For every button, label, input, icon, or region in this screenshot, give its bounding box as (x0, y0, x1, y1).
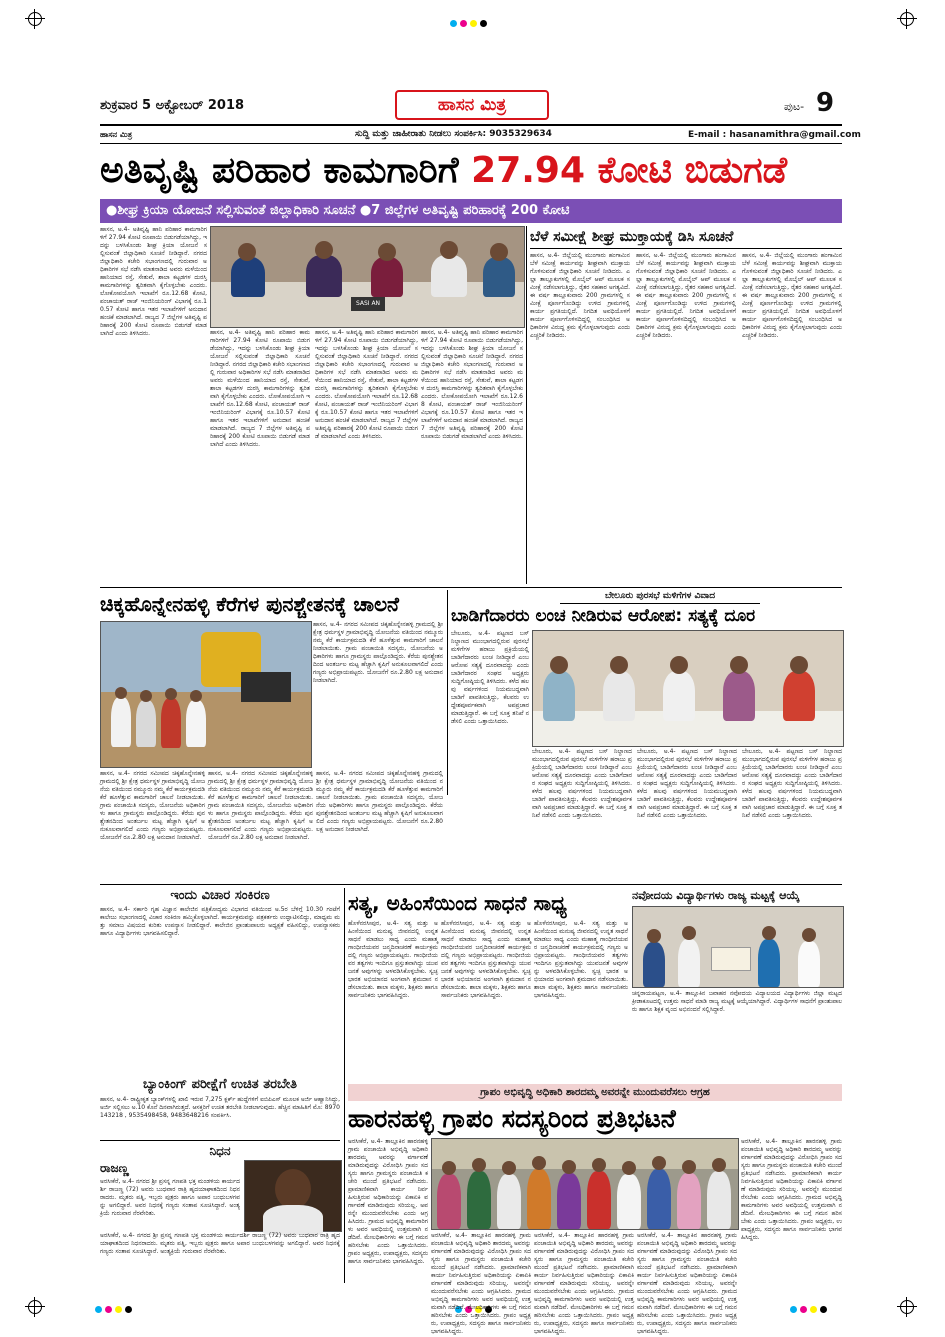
lead-body-col1: ಹಾಸನ, ಅ.4- ಅತಿವೃಷ್ಟಿ ಹಾನಿ ಪರಿಹಾರ ಕಾಮಗಾರಿಗಳಿಗೆ 27.94 ಕೋಟಿ ರೂಪಾಯಿ ಬಿಡುಗಡೆಯಾಗಿದ್ದು, ಇದನ್ನು ಬಳಸಿಕೊಂಡು ಶೀಘ್ರ ಕ್ರಿಯಾ ಯೋಜನೆ ಸಲ್ಲಿಸುವಂತೆ ಜಿಲ್ಲಾಧಿಕಾರಿ ಸೂಚನೆ ನೀಡಿದ್ದಾರೆ. ನಗರದ ಜಿಲ್ಲಾಧಿಕಾರಿ ಕಚೇರಿ ಸಭಾಂಗಣದಲ್ಲಿ ಗುರುವಾರ ಅಧಿಕಾರಿಗಳ ಸಭೆ ನಡೆಸಿ ಮಾತನಾಡಿದ ಅವರು ಮಳೆಯಿಂದ ಹಾನಿಯಾದ ರಸ್ತೆ, ಸೇತುವೆ, ಶಾಲಾ ಕಟ್ಟಡಗಳ ದುರಸ್ತಿ ಕಾಮಗಾರಿಗಳನ್ನು ತ್ವರಿತವಾಗಿ ಕೈಗೊಳ್ಳಬೇಕು ಎಂದರು. ಲೋಕೋಪಯೋಗಿ ಇಲಾಖೆಗೆ ರೂ.12.68 ಕೋಟಿ, ಪಂಚಾಯತ್ ರಾಜ್ ಇಂಜಿನಿಯರಿಂಗ್ ವಿಭಾಗಕ್ಕೆ ರೂ.10.57 ಕೋಟಿ ಹಾಗೂ ಇತರ ಇಲಾಖೆಗಳಿಗೆ ಅನುದಾನ ಹಂಚಿಕೆ ಮಾಡಲಾಗಿದೆ. ರಾಜ್ಯದ 7 ಜಿಲ್ಲೆಗಳ ಅತಿವೃಷ್ಟಿ ಪರಿಹಾರಕ್ಕೆ 200 ಕೋಟಿ ರೂಪಾಯಿ ಬಿಡುಗಡೆ ಮಾಡಲಾಗಿದೆ ಎಂದು ತಿಳಿಸಿದರು. (100, 226, 207, 337)
harana-protest-photo (431, 1138, 739, 1230)
crop-body-col1: ಹಾಸನ, ಅ.4- ಜಿಲ್ಲೆಯಲ್ಲಿ ಮುಂಗಾರು ಹಂಗಾಮಿನ ಬೆಳೆ ಸಮೀಕ್ಷೆ ಕಾರ್ಯವನ್ನು ಶೀಘ್ರವಾಗಿ ಮುಕ್ತಾಯಗೊಳಿಸುವಂತೆ ಜಿಲ್ಲಾಧಿಕಾರಿ ಸೂಚನೆ ನೀಡಿದರು. ಎಲ್ಲಾ ತಾಲ್ಲೂಕುಗಳಲ್ಲಿ ಮೊಬೈಲ್ ಆಪ್ ಮೂಲಕ ಸಮೀಕ್ಷೆ ನಡೆಸಲಾಗುತ್ತಿದ್ದು, ರೈತರ ಸಹಕಾರ ಅಗತ್ಯವಿದೆ. ಈ ವರ್ಷ ತಾಲ್ಲೂಕುವಾರು 200 ಗ್ರಾಮಗಳಲ್ಲಿ ಸಮೀಕ್ಷೆ ಪೂರ್ಣಗೊಂಡಿದ್ದು ಉಳಿದ ಗ್ರಾಮಗಳಲ್ಲಿ ಕಾರ್ಯ ಪ್ರಗತಿಯಲ್ಲಿದೆ. ನಿಗದಿತ ಅವಧಿಯೊಳಗೆ ಕಾರ್ಯ ಪೂರ್ಣಗೊಳಿಸದಿದ್ದಲ್ಲಿ ಸಂಬಂಧಿಸಿದ ಅಧಿಕಾರಿಗಳ ವಿರುದ್ಧ ಕ್ರಮ ಕೈಗೊಳ್ಳಲಾಗುವುದು ಎಂದು ಎಚ್ಚರಿಕೆ ನೀಡಿದರು. (530, 252, 630, 339)
belur-kicker: ಬೇಲೂರು ಪುರಸಭೆ ಮಳಿಗೆಗಳ ವಿವಾದ (560, 590, 760, 604)
lead-headline-amount: 27.94 (471, 150, 586, 191)
column-rule (344, 888, 345, 1283)
obituary-name: ರಾಜಣ್ಣ (100, 1161, 129, 1175)
registration-mark-icon (900, 12, 914, 26)
lead-body-col3: ಹಾಸನ, ಅ.4- ಅತಿವೃಷ್ಟಿ ಹಾನಿ ಪರಿಹಾರ ಕಾಮಗಾರಿಗಳಿಗೆ 27.94 ಕೋಟಿ ರೂಪಾಯಿ ಬಿಡುಗಡೆಯಾಗಿದ್ದು, ಇದನ್ನು ಬಳಸಿಕೊಂಡು ಶೀಘ್ರ ಕ್ರಿಯಾ ಯೋಜನೆ ಸಲ್ಲಿಸುವಂತೆ ಜಿಲ್ಲಾಧಿಕಾರಿ ಸೂಚನೆ ನೀಡಿದ್ದಾರೆ. ನಗರದ ಜಿಲ್ಲಾಧಿಕಾರಿ ಕಚೇರಿ ಸಭಾಂಗಣದಲ್ಲಿ ಗುರುವಾರ ಅಧಿಕಾರಿಗಳ ಸಭೆ ನಡೆಸಿ ಮಾತನಾಡಿದ ಅವರು ಮಳೆಯಿಂದ ಹಾನಿಯಾದ ರಸ್ತೆ, ಸೇತುವೆ, ಶಾಲಾ ಕಟ್ಟಡಗಳ ದುರಸ್ತಿ ಕಾಮಗಾರಿಗಳನ್ನು ತ್ವರಿತವಾಗಿ ಕೈಗೊಳ್ಳಬೇಕು ಎಂದರು. ಲೋಕೋಪಯೋಗಿ ಇಲಾಖೆಗೆ ರೂ.12.68 ಕೋಟಿ, ಪಂಚಾಯತ್ ರಾಜ್ ಇಂಜಿನಿಯರಿಂಗ್ ವಿಭಾಗಕ್ಕೆ ರೂ.10.57 ಕೋಟಿ ಹಾಗೂ ಇತರ ಇಲಾಖೆಗಳಿಗೆ ಅನುದಾನ ಹಂಚಿಕೆ ಮಾಡಲಾಗಿದೆ. ರಾಜ್ಯದ 7 ಜಿಲ್ಲೆಗಳ ಅತಿವೃಷ್ಟಿ ಪರಿಹಾರಕ್ಕೆ 200 ಕೋಟಿ ರೂಪಾಯಿ ಬಿಡುಗಡೆ ಮಾಡಲಾಗಿದೆ ಎಂದು ತಿಳಿಸಿದರು. (315, 329, 418, 440)
lead-headline (100, 146, 842, 196)
section-rule (100, 1140, 340, 1141)
email-address: E-mail : hasanamithra@gmail.com (688, 130, 861, 140)
name-plate: SASI AN (351, 297, 385, 311)
lead-meeting-photo (210, 226, 525, 328)
belur-body-col2: ಬೇಲೂರು, ಅ.4- ಪಟ್ಟಣದ ಬಸ್ ನಿಲ್ದಾಣದ ಮುಂಭಾಗದಲ್ಲಿರುವ ಪುರಸಭೆ ಮಳಿಗೆಗಳ ಹರಾಜು ಪ್ರಕ್ರಿಯೆಯಲ್ಲಿ ಬಾಡಿಗೆದಾರರು ಲಂಚ ನೀಡಿದ್ದಾರೆ ಎಂಬ ಆರೋಪ ಸತ್ಯಕ್ಕೆ ದೂರವಾದದ್ದು ಎಂದು ಬಾಡಿಗೆದಾರರ ಸಂಘದ ಅಧ್ಯಕ್ಷರು ಸುದ್ದಿಗೋಷ್ಠಿಯಲ್ಲಿ ತಿಳಿಸಿದರು. ಕಳೆದ ಹಲವು ವರ್ಷಗಳಿಂದ ನಿಯಮಬದ್ಧವಾಗಿ ಬಾಡಿಗೆ ಪಾವತಿಸುತ್ತಿದ್ದು, ಕೆಲವರು ಉದ್ದೇಶಪೂರ್ವಕವಾಗಿ ಅಪಪ್ರಚಾರ ಮಾಡುತ್ತಿದ್ದಾರೆ. ಈ ಬಗ್ಗೆ ಸೂಕ್ತ ತನಿಖೆ ನಡೆಸಲಿ ಎಂದು ಒತ್ತಾಯಿಸಿದರು. (532, 748, 632, 819)
banking-body: ಹಾಸನ, ಅ.4- ರಾಷ್ಟ್ರೀಕೃತ ಬ್ಯಾಂಕ್‌ಗಳಲ್ಲಿ ಖಾಲಿ ಇರುವ 7,275 ಕ್ಲರ್ಕ್ ಹುದ್ದೆಗಳಿಗೆ ಐಬಿಪಿಎಸ್ ಮೂಲಕ ಅರ್ಜಿ ಆಹ್ವಾನಿಸಿದ್ದು, ಅರ್ಜಿ ಸಲ್ಲಿಸಲು ಅ.10 ಕೊನೆ ದಿನವಾಗಿರುತ್ತದೆ. ಆಸಕ್ತರಿಗೆ ಉಚಿತ ತರಬೇತಿ ನೀಡಲಾಗುವುದು. ಹೆಚ್ಚಿನ ಮಾಹಿತಿಗೆ ಮೊ: 8970143218 , 9535498458, 9483648216 ಸಂಪರ್ಕಿಸಿ. (100, 1096, 340, 1119)
lake-body-col3: ಹಾಸನ, ಅ.4- ನಗರದ ಸಮೀಪದ ಚಿಕ್ಕಹೊನ್ನೇನಹಳ್ಳಿ ಗ್ರಾಮದಲ್ಲಿ ಶ್ರೀ ಕ್ಷೇತ್ರ ಧರ್ಮಸ್ಥಳ ಗ್ರಾಮಾಭಿವೃದ್ಧಿ ಯೋಜನೆಯ ವತಿಯಿಂದ ನಮ್ಮೂರು ನಮ್ಮ ಕೆರೆ ಕಾರ್ಯಕ್ರಮದಡಿ ಕೆರೆ ಹೂಳೆತ್ತುವ ಕಾಮಗಾರಿಗೆ ಚಾಲನೆ ನೀಡಲಾಯಿತು. ಗ್ರಾಮ ಪಂಚಾಯಿತಿ ಸದಸ್ಯರು, ಯೋಜನೆಯ ಅಧಿಕಾರಿಗಳು ಹಾಗೂ ಗ್ರಾಮಸ್ಥರು ಪಾಲ್ಗೊಂಡಿದ್ದರು. ಕೆರೆಯ ಪುನಶ್ಚೇತನದಿಂದ ಅಂತರ್ಜಲ ಮಟ್ಟ ಹೆಚ್ಚಾಗಿ ಕೃಷಿಗೆ ಅನುಕೂಲವಾಗಲಿದೆ ಎಂದು ಗಣ್ಯರು ಅಭಿಪ್ರಾಯಪಟ್ಟರು. ಯೋಜನೆಗೆ ರೂ.2.80 ಲಕ್ಷ ಅನುದಾನ ನೀಡಲಾಗಿದೆ. (208, 770, 314, 841)
harana-body-col2: ಅರಸೀಕೆರೆ, ಅ.4- ತಾಲ್ಲೂಕಿನ ಹಾರನಹಳ್ಳಿ ಗ್ರಾಮ ಪಂಚಾಯಿತಿ ಅಭಿವೃದ್ಧಿ ಅಧಿಕಾರಿ ಶಾರದಮ್ಮ ಅವರನ್ನು ವರ್ಗಾವಣೆ ಮಾಡಿರುವುದನ್ನು ವಿರೋಧಿಸಿ ಗ್ರಾಪಂ ಸದಸ್ಯರು ಹಾಗೂ ಗ್ರಾಮಸ್ಥರು ಪಂಚಾಯಿತಿ ಕಚೇರಿ ಮುಂದೆ ಪ್ರತಿಭಟನೆ ನಡೆಸಿದರು. ಪ್ರಾಮಾಣಿಕವಾಗಿ ಕಾರ್ಯ ನಿರ್ವಹಿಸುತ್ತಿರುವ ಅಧಿಕಾರಿಯನ್ನು ಏಕಾಏಕಿ ವರ್ಗಾವಣೆ ಮಾಡಿರುವುದು ಸರಿಯಲ್ಲ. ಅವರನ್ನೇ ಮುಂದುವರೆಸಬೇಕು ಎಂದು ಆಗ್ರಹಿಸಿದರು. ಗ್ರಾಮದ ಅಭಿವೃದ್ಧಿ ಕಾಮಗಾರಿಗಳು ಅವರ ಅವಧಿಯಲ್ಲಿ ಉತ್ತಮವಾಗಿ ನಡೆದಿವೆ. ಮೇಲಧಿಕಾರಿಗಳು ಈ ಬಗ್ಗೆ ಗಮನ ಹರಿಸಬೇಕು ಎಂದು ಒತ್ತಾಯಿಸಿದರು. ಗ್ರಾಪಂ ಅಧ್ಯಕ್ಷರು, ಉಪಾಧ್ಯಕ್ಷರು, ಸದಸ್ಯರು ಹಾಗೂ ಸಾರ್ವಜನಿಕರು ಭಾಗವಹಿಸಿದ್ದರು. (431, 1232, 531, 1335)
navodaya-headline: ನವೋದಯ ವಿದ್ಯಾರ್ಥಿಗಳು ರಾಜ್ಯ ಮಟ್ಟಕ್ಕೆ ಆಯ್ಕೆ (632, 889, 800, 902)
belur-body-col3: ಬೇಲೂರು, ಅ.4- ಪಟ್ಟಣದ ಬಸ್ ನಿಲ್ದಾಣದ ಮುಂಭಾಗದಲ್ಲಿರುವ ಪುರಸಭೆ ಮಳಿಗೆಗಳ ಹರಾಜು ಪ್ರಕ್ರಿಯೆಯಲ್ಲಿ ಬಾಡಿಗೆದಾರರು ಲಂಚ ನೀಡಿದ್ದಾರೆ ಎಂಬ ಆರೋಪ ಸತ್ಯಕ್ಕೆ ದೂರವಾದದ್ದು ಎಂದು ಬಾಡಿಗೆದಾರರ ಸಂಘದ ಅಧ್ಯಕ್ಷರು ಸುದ್ದಿಗೋಷ್ಠಿಯಲ್ಲಿ ತಿಳಿಸಿದರು. ಕಳೆದ ಹಲವು ವರ್ಷಗಳಿಂದ ನಿಯಮಬದ್ಧವಾಗಿ ಬಾಡಿಗೆ ಪಾವತಿಸುತ್ತಿದ್ದು, ಕೆಲವರು ಉದ್ದೇಶಪೂರ್ವಕವಾಗಿ ಅಪಪ್ರಚಾರ ಮಾಡುತ್ತಿದ್ದಾರೆ. ಈ ಬಗ್ಗೆ ಸೂಕ್ತ ತನಿಖೆ ನಡೆಸಲಿ ಎಂದು ಒತ್ತಾಯಿಸಿದರು. (637, 748, 737, 819)
masthead-rule (100, 143, 842, 144)
lead-headline-red: ಕೋಟಿ ಬಿಡುಗಡೆ (597, 150, 788, 191)
belur-headline: ಬಾಡಿಗೆದಾರರು ಲಂಚ ನೀಡಿರುವ ಆರೋಪ: ಸತ್ಯಕ್ಕೆ ದೂರ (451, 606, 756, 626)
belur-press-photo (532, 630, 844, 747)
harana-body-col1: ಅರಸೀಕೆರೆ, ಅ.4- ತಾಲ್ಲೂಕಿನ ಹಾರನಹಳ್ಳಿ ಗ್ರಾಮ ಪಂಚಾಯಿತಿ ಅಭಿವೃದ್ಧಿ ಅಧಿಕಾರಿ ಶಾರದಮ್ಮ ಅವರನ್ನು ವರ್ಗಾವಣೆ ಮಾಡಿರುವುದನ್ನು ವಿರೋಧಿಸಿ ಗ್ರಾಪಂ ಸದಸ್ಯರು ಹಾಗೂ ಗ್ರಾಮಸ್ಥರು ಪಂಚಾಯಿತಿ ಕಚೇರಿ ಮುಂದೆ ಪ್ರತಿಭಟನೆ ನಡೆಸಿದರು. ಪ್ರಾಮಾಣಿಕವಾಗಿ ಕಾರ್ಯ ನಿರ್ವಹಿಸುತ್ತಿರುವ ಅಧಿಕಾರಿಯನ್ನು ಏಕಾಏಕಿ ವರ್ಗಾವಣೆ ಮಾಡಿರುವುದು ಸರಿಯಲ್ಲ. ಅವರನ್ನೇ ಮುಂದುವರೆಸಬೇಕು ಎಂದು ಆಗ್ರಹಿಸಿದರು. ಗ್ರಾಮದ ಅಭಿವೃದ್ಧಿ ಕಾಮಗಾರಿಗಳು ಅವರ ಅವಧಿಯಲ್ಲಿ ಉತ್ತಮವಾಗಿ ನಡೆದಿವೆ. ಮೇಲಧಿಕಾರಿಗಳು ಈ ಬಗ್ಗೆ ಗಮನ ಹರಿಸಬೇಕು ಎಂದು ಒತ್ತಾಯಿಸಿದರು. ಗ್ರಾಪಂ ಅಧ್ಯಕ್ಷರು, ಉಪಾಧ್ಯಕ್ಷರು, ಸದಸ್ಯರು ಹಾಗೂ ಸಾರ್ವಜನಿಕರು ಭಾಗವಹಿಸಿದ್ದರು. (348, 1138, 428, 1265)
crop-headline: ಬೆಳೆ ಸಮೀಕ್ಷೆ ಶೀಘ್ರ ಮುಕ್ತಾಯಕ್ಕೆ ಡಿಸಿ ಸೂಚನೆ (530, 226, 842, 249)
obituary-section: ನಿಧನ (209, 1144, 231, 1158)
color-bar-icon (450, 12, 490, 31)
truth-headline: ಸತ್ಯ, ಅಹಿಂಸೆಯಿಂದ ಸಾಧನೆ ಸಾಧ್ಯ (348, 891, 567, 915)
section-rule (100, 587, 842, 588)
belur-body-col4: ಬೇಲೂರು, ಅ.4- ಪಟ್ಟಣದ ಬಸ್ ನಿಲ್ದಾಣದ ಮುಂಭಾಗದಲ್ಲಿರುವ ಪುರಸಭೆ ಮಳಿಗೆಗಳ ಹರಾಜು ಪ್ರಕ್ರಿಯೆಯಲ್ಲಿ ಬಾಡಿಗೆದಾರರು ಲಂಚ ನೀಡಿದ್ದಾರೆ ಎಂಬ ಆರೋಪ ಸತ್ಯಕ್ಕೆ ದೂರವಾದದ್ದು ಎಂದು ಬಾಡಿಗೆದಾರರ ಸಂಘದ ಅಧ್ಯಕ್ಷರು ಸುದ್ದಿಗೋಷ್ಠಿಯಲ್ಲಿ ತಿಳಿಸಿದರು. ಕಳೆದ ಹಲವು ವರ್ಷಗಳಿಂದ ನಿಯಮಬದ್ಧವಾಗಿ ಬಾಡಿಗೆ ಪಾವತಿಸುತ್ತಿದ್ದು, ಕೆಲವರು ಉದ್ದೇಶಪೂರ್ವಕವಾಗಿ ಅಪಪ್ರಚಾರ ಮಾಡುತ್ತಿದ್ದಾರೆ. ಈ ಬಗ್ಗೆ ಸೂಕ್ತ ತನಿಖೆ ನಡೆಸಲಿ ಎಂದು ಒತ್ತಾಯಿಸಿದರು. (742, 748, 842, 819)
page-label: ಪುಟ- (784, 100, 805, 113)
seminar-body: ಹಾಸನ, ಅ.4- ಸರ್ಕಾರಿ ಗೃಹ ವಿಜ್ಞಾನ ಕಾಲೇಜಿನ ಪತ್ರಿಕೋದ್ಯಮ ವಿಭಾಗದ ವತಿಯಿಂದ ಅ.5ರ ಬೆಳಿಗ್ಗೆ 10.30 ಗಂಟೆಗೆ ಕಾಲೇಜು ಸಭಾಂಗಣದಲ್ಲಿ ವಿಚಾರ ಸಂಕಿರಣ ಹಮ್ಮಿಕೊಳ್ಳಲಾಗಿದೆ. ಕಾರ್ಯಕ್ರಮವನ್ನು ಪತ್ರಕರ್ತರು ಉದ್ಘಾಟಿಸಲಿದ್ದು, ಮಾಧ್ಯಮ ಮತ್ತು ಸಮಾಜ ವಿಷಯದ ಕುರಿತು ಉಪನ್ಯಾಸ ನೀಡಲಿದ್ದಾರೆ. ಕಾಲೇಜಿನ ಪ್ರಾಂಶುಪಾಲರು ಅಧ್ಯಕ್ಷತೆ ವಹಿಸಲಿದ್ದು, ಉಪನ್ಯಾಸಕರು ಹಾಗೂ ವಿದ್ಯಾರ್ಥಿಗಳು ಭಾಗವಹಿಸಲಿದ್ದಾರೆ. (100, 906, 340, 937)
harana-kicker: ಗ್ರಾಪಂ ಅಭಿವೃದ್ಧಿ ಅಧಿಕಾರಿ ಶಾರದಮ್ಮ ಅವರನ್ನೇ ಮುಂದುವರೆಸಲು ಆಗ್ರಹ (348, 1084, 842, 1101)
registration-mark-icon (28, 1300, 42, 1314)
belur-body-col1: ಬೇಲೂರು, ಅ.4- ಪಟ್ಟಣದ ಬಸ್ ನಿಲ್ದಾಣದ ಮುಂಭಾಗದಲ್ಲಿರುವ ಪುರಸಭೆ ಮಳಿಗೆಗಳ ಹರಾಜು ಪ್ರಕ್ರಿಯೆಯಲ್ಲಿ ಬಾಡಿಗೆದಾರರು ಲಂಚ ನೀಡಿದ್ದಾರೆ ಎಂಬ ಆರೋಪ ಸತ್ಯಕ್ಕೆ ದೂರವಾದದ್ದು ಎಂದು ಬಾಡಿಗೆದಾರರ ಸಂಘದ ಅಧ್ಯಕ್ಷರು ಸುದ್ದಿಗೋಷ್ಠಿಯಲ್ಲಿ ತಿಳಿಸಿದರು. ಕಳೆದ ಹಲವು ವರ್ಷಗಳಿಂದ ನಿಯಮಬದ್ಧವಾಗಿ ಬಾಡಿಗೆ ಪಾವತಿಸುತ್ತಿದ್ದು, ಕೆಲವರು ಉದ್ದೇಶಪೂರ್ವಕವಾಗಿ ಅಪಪ್ರಚಾರ ಮಾಡುತ್ತಿದ್ದಾರೆ. ಈ ಬಗ್ಗೆ ಸೂಕ್ತ ತನಿಖೆ ನಡೆಸಲಿ ಎಂದು ಒತ್ತಾಯಿಸಿದರು. (451, 630, 529, 725)
column-rule (526, 226, 527, 584)
lead-headline-text: ಅತಿವೃಷ್ಟಿ ಪರಿಹಾರ ಕಾಮಗಾರಿಗೆ (100, 150, 459, 191)
crop-body-col2: ಹಾಸನ, ಅ.4- ಜಿಲ್ಲೆಯಲ್ಲಿ ಮುಂಗಾರು ಹಂಗಾಮಿನ ಬೆಳೆ ಸಮೀಕ್ಷೆ ಕಾರ್ಯವನ್ನು ಶೀಘ್ರವಾಗಿ ಮುಕ್ತಾಯಗೊಳಿಸುವಂತೆ ಜಿಲ್ಲಾಧಿಕಾರಿ ಸೂಚನೆ ನೀಡಿದರು. ಎಲ್ಲಾ ತಾಲ್ಲೂಕುಗಳಲ್ಲಿ ಮೊಬೈಲ್ ಆಪ್ ಮೂಲಕ ಸಮೀಕ್ಷೆ ನಡೆಸಲಾಗುತ್ತಿದ್ದು, ರೈತರ ಸಹಕಾರ ಅಗತ್ಯವಿದೆ. ಈ ವರ್ಷ ತಾಲ್ಲೂಕುವಾರು 200 ಗ್ರಾಮಗಳಲ್ಲಿ ಸಮೀಕ್ಷೆ ಪೂರ್ಣಗೊಂಡಿದ್ದು ಉಳಿದ ಗ್ರಾಮಗಳಲ್ಲಿ ಕಾರ್ಯ ಪ್ರಗತಿಯಲ್ಲಿದೆ. ನಿಗದಿತ ಅವಧಿಯೊಳಗೆ ಕಾರ್ಯ ಪೂರ್ಣಗೊಳಿಸದಿದ್ದಲ್ಲಿ ಸಂಬಂಧಿಸಿದ ಅಧಿಕಾರಿಗಳ ವಿರುದ್ಧ ಕ್ರಮ ಕೈಗೊಳ್ಳಲಾಗುವುದು ಎಂದು ಎಚ್ಚರಿಕೆ ನೀಡಿದರು. (636, 252, 736, 339)
column-rule (447, 590, 448, 795)
registration-mark-icon (28, 12, 42, 26)
color-bar-icon (790, 1298, 830, 1317)
lead-body-col2: ಹಾಸನ, ಅ.4- ಅತಿವೃಷ್ಟಿ ಹಾನಿ ಪರಿಹಾರ ಕಾಮಗಾರಿಗಳಿಗೆ 27.94 ಕೋಟಿ ರೂಪಾಯಿ ಬಿಡುಗಡೆಯಾಗಿದ್ದು, ಇದನ್ನು ಬಳಸಿಕೊಂಡು ಶೀಘ್ರ ಕ್ರಿಯಾ ಯೋಜನೆ ಸಲ್ಲಿಸುವಂತೆ ಜಿಲ್ಲಾಧಿಕಾರಿ ಸೂಚನೆ ನೀಡಿದ್ದಾರೆ. ನಗರದ ಜಿಲ್ಲಾಧಿಕಾರಿ ಕಚೇರಿ ಸಭಾಂಗಣದಲ್ಲಿ ಗುರುವಾರ ಅಧಿಕಾರಿಗಳ ಸಭೆ ನಡೆಸಿ ಮಾತನಾಡಿದ ಅವರು ಮಳೆಯಿಂದ ಹಾನಿಯಾದ ರಸ್ತೆ, ಸೇತುವೆ, ಶಾಲಾ ಕಟ್ಟಡಗಳ ದುರಸ್ತಿ ಕಾಮಗಾರಿಗಳನ್ನು ತ್ವರಿತವಾಗಿ ಕೈಗೊಳ್ಳಬೇಕು ಎಂದರು. ಲೋಕೋಪಯೋಗಿ ಇಲಾಖೆಗೆ ರೂ.12.68 ಕೋಟಿ, ಪಂಚಾಯತ್ ರಾಜ್ ಇಂಜಿನಿಯರಿಂಗ್ ವಿಭಾಗಕ್ಕೆ ರೂ.10.57 ಕೋಟಿ ಹಾಗೂ ಇತರ ಇಲಾಖೆಗಳಿಗೆ ಅನುದಾನ ಹಂಚಿಕೆ ಮಾಡಲಾಗಿದೆ. ರಾಜ್ಯದ 7 ಜಿಲ್ಲೆಗಳ ಅತಿವೃಷ್ಟಿ ಪರಿಹಾರಕ್ಕೆ 200 ಕೋಟಿ ರೂಪಾಯಿ ಬಿಡುಗಡೆ ಮಾಡಲಾಗಿದೆ ಎಂದು ತಿಳಿಸಿದರು. (210, 329, 310, 448)
seminar-headline: ಇಂದು ವಿಚಾರ ಸಂಕಿರಣ (170, 888, 270, 903)
harana-body-col4: ಅರಸೀಕೆರೆ, ಅ.4- ತಾಲ್ಲೂಕಿನ ಹಾರನಹಳ್ಳಿ ಗ್ರಾಮ ಪಂಚಾಯಿತಿ ಅಭಿವೃದ್ಧಿ ಅಧಿಕಾರಿ ಶಾರದಮ್ಮ ಅವರನ್ನು ವರ್ಗಾವಣೆ ಮಾಡಿರುವುದನ್ನು ವಿರೋಧಿಸಿ ಗ್ರಾಪಂ ಸದಸ್ಯರು ಹಾಗೂ ಗ್ರಾಮಸ್ಥರು ಪಂಚಾಯಿತಿ ಕಚೇರಿ ಮುಂದೆ ಪ್ರತಿಭಟನೆ ನಡೆಸಿದರು. ಪ್ರಾಮಾಣಿಕವಾಗಿ ಕಾರ್ಯ ನಿರ್ವಹಿಸುತ್ತಿರುವ ಅಧಿಕಾರಿಯನ್ನು ಏಕಾಏಕಿ ವರ್ಗಾವಣೆ ಮಾಡಿರುವುದು ಸರಿಯಲ್ಲ. ಅವರನ್ನೇ ಮುಂದುವರೆಸಬೇಕು ಎಂದು ಆಗ್ರಹಿಸಿದರು. ಗ್ರಾಮದ ಅಭಿವೃದ್ಧಿ ಕಾಮಗಾರಿಗಳು ಅವರ ಅವಧಿಯಲ್ಲಿ ಉತ್ತಮವಾಗಿ ನಡೆದಿವೆ. ಮೇಲಧಿಕಾರಿಗಳು ಈ ಬಗ್ಗೆ ಗಮನ ಹರಿಸಬೇಕು ಎಂದು ಒತ್ತಾಯಿಸಿದರು. ಗ್ರಾಪಂ ಅಧ್ಯಕ್ಷರು, ಉಪಾಧ್ಯಕ್ಷರು, ಸದಸ್ಯರು ಹಾಗೂ ಸಾರ್ವಜನಿಕರು ಭಾಗವಹಿಸಿದ್ದರು. (637, 1232, 737, 1335)
page-number: 9 (816, 88, 835, 118)
lead-body-col4: ಹಾಸನ, ಅ.4- ಅತಿವೃಷ್ಟಿ ಹಾನಿ ಪರಿಹಾರ ಕಾಮಗಾರಿಗಳಿಗೆ 27.94 ಕೋಟಿ ರೂಪಾಯಿ ಬಿಡುಗಡೆಯಾಗಿದ್ದು, ಇದನ್ನು ಬಳಸಿಕೊಂಡು ಶೀಘ್ರ ಕ್ರಿಯಾ ಯೋಜನೆ ಸಲ್ಲಿಸುವಂತೆ ಜಿಲ್ಲಾಧಿಕಾರಿ ಸೂಚನೆ ನೀಡಿದ್ದಾರೆ. ನಗರದ ಜಿಲ್ಲಾಧಿಕಾರಿ ಕಚೇರಿ ಸಭಾಂಗಣದಲ್ಲಿ ಗುರುವಾರ ಅಧಿಕಾರಿಗಳ ಸಭೆ ನಡೆಸಿ ಮಾತನಾಡಿದ ಅವರು ಮಳೆಯಿಂದ ಹಾನಿಯಾದ ರಸ್ತೆ, ಸೇತುವೆ, ಶಾಲಾ ಕಟ್ಟಡಗಳ ದುರಸ್ತಿ ಕಾಮಗಾರಿಗಳನ್ನು ತ್ವರಿತವಾಗಿ ಕೈಗೊಳ್ಳಬೇಕು ಎಂದರು. ಲೋಕೋಪಯೋಗಿ ಇಲಾಖೆಗೆ ರೂ.12.68 ಕೋಟಿ, ಪಂಚಾಯತ್ ರಾಜ್ ಇಂಜಿನಿಯರಿಂಗ್ ವಿಭಾಗಕ್ಕೆ ರೂ.10.57 ಕೋಟಿ ಹಾಗೂ ಇತರ ಇಲಾಖೆಗಳಿಗೆ ಅನುದಾನ ಹಂಚಿಕೆ ಮಾಡಲಾಗಿದೆ. ರಾಜ್ಯದ 7 ಜಿಲ್ಲೆಗಳ ಅತಿವೃಷ್ಟಿ ಪರಿಹಾರಕ್ಕೆ 200 ಕೋಟಿ ರೂಪಾಯಿ ಬಿಡುಗಡೆ ಮಾಡಲಾಗಿದೆ ಎಂದು ತಿಳಿಸಿದರು. (421, 329, 523, 440)
brand-small: ಹಾಸನ ಮಿತ್ರ (100, 130, 133, 139)
lake-body-col2: ಹಾಸನ, ಅ.4- ನಗರದ ಸಮೀಪದ ಚಿಕ್ಕಹೊನ್ನೇನಹಳ್ಳಿ ಗ್ರಾಮದಲ್ಲಿ ಶ್ರೀ ಕ್ಷೇತ್ರ ಧರ್ಮಸ್ಥಳ ಗ್ರಾಮಾಭಿವೃದ್ಧಿ ಯೋಜನೆಯ ವತಿಯಿಂದ ನಮ್ಮೂರು ನಮ್ಮ ಕೆರೆ ಕಾರ್ಯಕ್ರಮದಡಿ ಕೆರೆ ಹೂಳೆತ್ತುವ ಕಾಮಗಾರಿಗೆ ಚಾಲನೆ ನೀಡಲಾಯಿತು. ಗ್ರಾಮ ಪಂಚಾಯಿತಿ ಸದಸ್ಯರು, ಯೋಜನೆಯ ಅಧಿಕಾರಿಗಳು ಹಾಗೂ ಗ್ರಾಮಸ್ಥರು ಪಾಲ್ಗೊಂಡಿದ್ದರು. ಕೆರೆಯ ಪುನಶ್ಚೇತನದಿಂದ ಅಂತರ್ಜಲ ಮಟ್ಟ ಹೆಚ್ಚಾಗಿ ಕೃಷಿಗೆ ಅನುಕೂಲವಾಗಲಿದೆ ಎಂದು ಗಣ್ಯರು ಅಭಿಪ್ರಾಯಪಟ್ಟರು. ಯೋಜನೆಗೆ ರೂ.2.80 ಲಕ್ಷ ಅನುದಾನ ನೀಡಲಾಗಿದೆ. (100, 770, 206, 841)
harana-body-col5: ಅರಸೀಕೆರೆ, ಅ.4- ತಾಲ್ಲೂಕಿನ ಹಾರನಹಳ್ಳಿ ಗ್ರಾಮ ಪಂಚಾಯಿತಿ ಅಭಿವೃದ್ಧಿ ಅಧಿಕಾರಿ ಶಾರದಮ್ಮ ಅವರನ್ನು ವರ್ಗಾವಣೆ ಮಾಡಿರುವುದನ್ನು ವಿರೋಧಿಸಿ ಗ್ರಾಪಂ ಸದಸ್ಯರು ಹಾಗೂ ಗ್ರಾಮಸ್ಥರು ಪಂಚಾಯಿತಿ ಕಚೇರಿ ಮುಂದೆ ಪ್ರತಿಭಟನೆ ನಡೆಸಿದರು. ಪ್ರಾಮಾಣಿಕವಾಗಿ ಕಾರ್ಯ ನಿರ್ವಹಿಸುತ್ತಿರುವ ಅಧಿಕಾರಿಯನ್ನು ಏಕಾಏಕಿ ವರ್ಗಾವಣೆ ಮಾಡಿರುವುದು ಸರಿಯಲ್ಲ. ಅವರನ್ನೇ ಮುಂದುವರೆಸಬೇಕು ಎಂದು ಆಗ್ರಹಿಸಿದರು. ಗ್ರಾಮದ ಅಭಿವೃದ್ಧಿ ಕಾಮಗಾರಿಗಳು ಅವರ ಅವಧಿಯಲ್ಲಿ ಉತ್ತಮವಾಗಿ ನಡೆದಿವೆ. ಮೇಲಧಿಕಾರಿಗಳು ಈ ಬಗ್ಗೆ ಗಮನ ಹರಿಸಬೇಕು ಎಂದು ಒತ್ತಾಯಿಸಿದರು. ಗ್ರಾಪಂ ಅಧ್ಯಕ್ಷರು, ಉಪಾಧ್ಯಕ್ಷರು, ಸದಸ್ಯರು ಹಾಗೂ ಸಾರ್ವಜನಿಕರು ಭಾಗವಹಿಸಿದ್ದರು. (741, 1138, 842, 1241)
color-bar-icon (95, 1298, 135, 1317)
lake-headline: ಚಿಕ್ಕಹೊನ್ನೇನಹಳ್ಳಿ ಕೆರೆಗಳ ಪುನಶ್ಚೇತನಕ್ಕೆ ಚಾಲನೆ (100, 592, 399, 616)
truth-body-col2: ಹೊಳೆನರಸೀಪುರ, ಅ.4- ಸತ್ಯ ಮತ್ತು ಅಹಿಂಸೆಯಿಂದ ಮನುಷ್ಯ ಜೀವನದಲ್ಲಿ ಉನ್ನತ ಸಾಧನೆ ಮಾಡಲು ಸಾಧ್ಯ ಎಂದು ಮಹಾತ್ಮ ಗಾಂಧೀಜಿಯವರ ಜನ್ಮದಿನಾಚರಣೆ ಕಾರ್ಯಕ್ರಮದಲ್ಲಿ ಗಣ್ಯರು ಅಭಿಪ್ರಾಯಪಟ್ಟರು. ಗಾಂಧೀಜಿಯವರ ತತ್ವಗಳು ಇಂದಿಗೂ ಪ್ರಸ್ತುತವಾಗಿದ್ದು ಯುವಜನತೆ ಅವುಗಳನ್ನು ಅಳವಡಿಸಿಕೊಳ್ಳಬೇಕು. ಸ್ವಚ್ಛ ಭಾರತ ಅಭಿಯಾನದ ಅಂಗವಾಗಿ ಶ್ರಮದಾನ ನಡೆಸಲಾಯಿತು. ಶಾಲಾ ಮಕ್ಕಳು, ಶಿಕ್ಷಕರು ಹಾಗೂ ಸಾರ್ವಜನಿಕರು ಭಾಗವಹಿಸಿದ್ದರು. (441, 920, 531, 999)
harana-headline: ಹಾರನಹಳ್ಳಿ ಗ್ರಾಪಂ ಸದಸ್ಯರಿಂದ ಪ್ರತಿಭಟನೆ (348, 1104, 676, 1133)
section-rule (100, 884, 842, 885)
contact-line: ಸುದ್ದಿ ಮತ್ತು ಜಾಹೀರಾತು ನೀಡಲು ಸಂಪರ್ಕಿಸಿ: 9035329634 (355, 129, 552, 139)
truth-body-col3: ಹೊಳೆನರಸೀಪುರ, ಅ.4- ಸತ್ಯ ಮತ್ತು ಅಹಿಂಸೆಯಿಂದ ಮನುಷ್ಯ ಜೀವನದಲ್ಲಿ ಉನ್ನತ ಸಾಧನೆ ಮಾಡಲು ಸಾಧ್ಯ ಎಂದು ಮಹಾತ್ಮ ಗಾಂಧೀಜಿಯವರ ಜನ್ಮದಿನಾಚರಣೆ ಕಾರ್ಯಕ್ರಮದಲ್ಲಿ ಗಣ್ಯರು ಅಭಿಪ್ರಾಯಪಟ್ಟರು. ಗಾಂಧೀಜಿಯವರ ತತ್ವಗಳು ಇಂದಿಗೂ ಪ್ರಸ್ತುತವಾಗಿದ್ದು ಯುವಜನತೆ ಅವುಗಳನ್ನು ಅಳವಡಿಸಿಕೊಳ್ಳಬೇಕು. ಸ್ವಚ್ಛ ಭಾರತ ಅಭಿಯಾನದ ಅಂಗವಾಗಿ ಶ್ರಮದಾನ ನಡೆಸಲಾಯಿತು. ಶಾಲಾ ಮಕ್ಕಳು, ಶಿಕ್ಷಕರು ಹಾಗೂ ಸಾರ್ವಜನಿಕರು ಭಾಗವಹಿಸಿದ್ದರು. (534, 920, 628, 999)
obituary-portrait (244, 1160, 342, 1232)
lake-body-col1: ಹಾಸನ, ಅ.4- ನಗರದ ಸಮೀಪದ ಚಿಕ್ಕಹೊನ್ನೇನಹಳ್ಳಿ ಗ್ರಾಮದಲ್ಲಿ ಶ್ರೀ ಕ್ಷೇತ್ರ ಧರ್ಮಸ್ಥಳ ಗ್ರಾಮಾಭಿವೃದ್ಧಿ ಯೋಜನೆಯ ವತಿಯಿಂದ ನಮ್ಮೂರು ನಮ್ಮ ಕೆರೆ ಕಾರ್ಯಕ್ರಮದಡಿ ಕೆರೆ ಹೂಳೆತ್ತುವ ಕಾಮಗಾರಿಗೆ ಚಾಲನೆ ನೀಡಲಾಯಿತು. ಗ್ರಾಮ ಪಂಚಾಯಿತಿ ಸದಸ್ಯರು, ಯೋಜನೆಯ ಅಧಿಕಾರಿಗಳು ಹಾಗೂ ಗ್ರಾಮಸ್ಥರು ಪಾಲ್ಗೊಂಡಿದ್ದರು. ಕೆರೆಯ ಪುನಶ್ಚೇತನದಿಂದ ಅಂತರ್ಜಲ ಮಟ್ಟ ಹೆಚ್ಚಾಗಿ ಕೃಷಿಗೆ ಅನುಕೂಲವಾಗಲಿದೆ ಎಂದು ಗಣ್ಯರು ಅಭಿಪ್ರಾಯಪಟ್ಟರು. ಯೋಜನೆಗೆ ರೂ.2.80 ಲಕ್ಷ ಅನುದಾನ ನೀಡಲಾಗಿದೆ. (313, 621, 443, 684)
lake-event-photo (100, 621, 312, 768)
obituary-body: ಅರಸೀಕೆರೆ, ಅ.4- ನಗರದ ಶ್ರೀ ಪ್ರಸನ್ನ ಗಣಪತಿ ಭಕ್ತ ಮಂಡಳಿಯ ಕಾರ್ಯದರ್ಶಿ ರಾಜಣ್ಣ (72) ಅವರು ಬುಧವಾರ ರಾತ್ರಿ ಹೃದಯಾಘಾತದಿಂದ ನಿಧನರಾದರು. ಮೃತರು ಪತ್ನಿ, ಇಬ್ಬರು ಪುತ್ರರು ಹಾಗೂ ಅಪಾರ ಬಂಧುಬಳಗವನ್ನು ಅಗಲಿದ್ದಾರೆ. ಅವರ ನಿಧನಕ್ಕೆ ಗಣ್ಯರು ಸಂತಾಪ ಸೂಚಿಸಿದ್ದಾರೆ. ಅಂತ್ಯಕ್ರಿಯೆ ಗುರುವಾರ ನೆರವೇರಿತು. (100, 1232, 340, 1255)
issue-date: ಶುಕ್ರವಾರ 5 ಅಕ್ಟೋಬರ್ 2018 (100, 98, 245, 113)
banking-headline: ಬ್ಯಾಂಕಿಂಗ್ ಪರೀಕ್ಷೆಗೆ ಉಚಿತ ತರಬೇತಿ (142, 1077, 298, 1092)
harana-body-col3: ಅರಸೀಕೆರೆ, ಅ.4- ತಾಲ್ಲೂಕಿನ ಹಾರನಹಳ್ಳಿ ಗ್ರಾಮ ಪಂಚಾಯಿತಿ ಅಭಿವೃದ್ಧಿ ಅಧಿಕಾರಿ ಶಾರದಮ್ಮ ಅವರನ್ನು ವರ್ಗಾವಣೆ ಮಾಡಿರುವುದನ್ನು ವಿರೋಧಿಸಿ ಗ್ರಾಪಂ ಸದಸ್ಯರು ಹಾಗೂ ಗ್ರಾಮಸ್ಥರು ಪಂಚಾಯಿತಿ ಕಚೇರಿ ಮುಂದೆ ಪ್ರತಿಭಟನೆ ನಡೆಸಿದರು. ಪ್ರಾಮಾಣಿಕವಾಗಿ ಕಾರ್ಯ ನಿರ್ವಹಿಸುತ್ತಿರುವ ಅಧಿಕಾರಿಯನ್ನು ಏಕಾಏಕಿ ವರ್ಗಾವಣೆ ಮಾಡಿರುವುದು ಸರಿಯಲ್ಲ. ಅವರನ್ನೇ ಮುಂದುವರೆಸಬೇಕು ಎಂದು ಆಗ್ರಹಿಸಿದರು. ಗ್ರಾಮದ ಅಭಿವೃದ್ಧಿ ಕಾಮಗಾರಿಗಳು ಅವರ ಅವಧಿಯಲ್ಲಿ ಉತ್ತಮವಾಗಿ ನಡೆದಿವೆ. ಮೇಲಧಿಕಾರಿಗಳು ಈ ಬಗ್ಗೆ ಗಮನ ಹರಿಸಬೇಕು ಎಂದು ಒತ್ತಾಯಿಸಿದರು. ಗ್ರಾಪಂ ಅಧ್ಯಕ್ಷರು, ಉಪಾಧ್ಯಕ್ಷರು, ಸದಸ್ಯರು ಹಾಗೂ ಸಾರ್ವಜನಿಕರು ಭಾಗವಹಿಸಿದ್ದರು. (534, 1232, 634, 1335)
masthead-rule (100, 124, 842, 126)
obituary-body-top: ಅರಸೀಕೆರೆ, ಅ.4- ನಗರದ ಶ್ರೀ ಪ್ರಸನ್ನ ಗಣಪತಿ ಭಕ್ತ ಮಂಡಳಿಯ ಕಾರ್ಯದರ್ಶಿ ರಾಜಣ್ಣ (72) ಅವರು ಬುಧವಾರ ರಾತ್ರಿ ಹೃದಯಾಘಾತದಿಂದ ನಿಧನರಾದರು. ಮೃತರು ಪತ್ನಿ, ಇಬ್ಬರು ಪುತ್ರರು ಹಾಗೂ ಅಪಾರ ಬಂಧುಬಳಗವನ್ನು ಅಗಲಿದ್ದಾರೆ. ಅವರ ನಿಧನಕ್ಕೆ ಗಣ್ಯರು ಸಂತಾಪ ಸೂಚಿಸಿದ್ದಾರೆ. ಅಂತ್ಯಕ್ರಿಯೆ ಗುರುವಾರ ನೆರವೇರಿತು. (100, 1178, 240, 1217)
newspaper-title: ಹಾಸನ ಮಿತ್ರ (395, 90, 549, 120)
crop-body-col3: ಹಾಸನ, ಅ.4- ಜಿಲ್ಲೆಯಲ್ಲಿ ಮುಂಗಾರು ಹಂಗಾಮಿನ ಬೆಳೆ ಸಮೀಕ್ಷೆ ಕಾರ್ಯವನ್ನು ಶೀಘ್ರವಾಗಿ ಮುಕ್ತಾಯಗೊಳಿಸುವಂತೆ ಜಿಲ್ಲಾಧಿಕಾರಿ ಸೂಚನೆ ನೀಡಿದರು. ಎಲ್ಲಾ ತಾಲ್ಲೂಕುಗಳಲ್ಲಿ ಮೊಬೈಲ್ ಆಪ್ ಮೂಲಕ ಸಮೀಕ್ಷೆ ನಡೆಸಲಾಗುತ್ತಿದ್ದು, ರೈತರ ಸಹಕಾರ ಅಗತ್ಯವಿದೆ. ಈ ವರ್ಷ ತಾಲ್ಲೂಕುವಾರು 200 ಗ್ರಾಮಗಳಲ್ಲಿ ಸಮೀಕ್ಷೆ ಪೂರ್ಣಗೊಂಡಿದ್ದು ಉಳಿದ ಗ್ರಾಮಗಳಲ್ಲಿ ಕಾರ್ಯ ಪ್ರಗತಿಯಲ್ಲಿದೆ. ನಿಗದಿತ ಅವಧಿಯೊಳಗೆ ಕಾರ್ಯ ಪೂರ್ಣಗೊಳಿಸದಿದ್ದಲ್ಲಿ ಸಂಬಂಧಿಸಿದ ಅಧಿಕಾರಿಗಳ ವಿರುದ್ಧ ಕ್ರಮ ಕೈಗೊಳ್ಳಲಾಗುವುದು ಎಂದು ಎಚ್ಚರಿಕೆ ನೀಡಿದರು. (742, 252, 842, 339)
navodaya-body: ಚನ್ನರಾಯಪಟ್ಟಣ, ಅ.4- ತಾಲ್ಲೂಕಿನ ಜವಾಹರ ನವೋದಯ ವಿದ್ಯಾಲಯದ ವಿದ್ಯಾರ್ಥಿಗಳು ಜಿಲ್ಲಾ ಮಟ್ಟದ ಕ್ರೀಡಾಕೂಟದಲ್ಲಿ ಉತ್ತಮ ಸಾಧನೆ ಮಾಡಿ ರಾಜ್ಯ ಮಟ್ಟಕ್ಕೆ ಆಯ್ಕೆಯಾಗಿದ್ದಾರೆ. ವಿದ್ಯಾರ್ಥಿಗಳ ಸಾಧನೆಗೆ ಪ್ರಾಂಶುಪಾಲರು ಹಾಗೂ ಶಿಕ್ಷಕ ವೃಂದ ಅಭಿನಂದನೆ ಸಲ್ಲಿಸಿದ್ದಾರೆ. (632, 990, 842, 1013)
lead-banner: ●ಶೀಘ್ರ ಕ್ರಿಯಾ ಯೋಜನೆ ಸಲ್ಲಿಸುವಂತೆ ಜಿಲ್ಲಾಧಿಕಾರಿ ಸೂಚನೆ ●7 ಜಿಲ್ಲೆಗಳ ಅತಿವೃಷ್ಟಿ ಪರಿಹಾರಕ್ಕೆ 200 ಕೋಟಿ (100, 199, 842, 223)
navodaya-students-photo (632, 906, 844, 988)
registration-mark-icon (900, 1300, 914, 1314)
truth-body-col1: ಹೊಳೆನರಸೀಪುರ, ಅ.4- ಸತ್ಯ ಮತ್ತು ಅಹಿಂಸೆಯಿಂದ ಮನುಷ್ಯ ಜೀವನದಲ್ಲಿ ಉನ್ನತ ಸಾಧನೆ ಮಾಡಲು ಸಾಧ್ಯ ಎಂದು ಮಹಾತ್ಮ ಗಾಂಧೀಜಿಯವರ ಜನ್ಮದಿನಾಚರಣೆ ಕಾರ್ಯಕ್ರಮದಲ್ಲಿ ಗಣ್ಯರು ಅಭಿಪ್ರಾಯಪಟ್ಟರು. ಗಾಂಧೀಜಿಯವರ ತತ್ವಗಳು ಇಂದಿಗೂ ಪ್ರಸ್ತುತವಾಗಿದ್ದು ಯುವಜನತೆ ಅವುಗಳನ್ನು ಅಳವಡಿಸಿಕೊಳ್ಳಬೇಕು. ಸ್ವಚ್ಛ ಭಾರತ ಅಭಿಯಾನದ ಅಂಗವಾಗಿ ಶ್ರಮದಾನ ನಡೆಸಲಾಯಿತು. ಶಾಲಾ ಮಕ್ಕಳು, ಶಿಕ್ಷಕರು ಹಾಗೂ ಸಾರ್ವಜನಿಕರು ಭಾಗವಹಿಸಿದ್ದರು. (348, 920, 438, 999)
lake-body-col4: ಹಾಸನ, ಅ.4- ನಗರದ ಸಮೀಪದ ಚಿಕ್ಕಹೊನ್ನೇನಹಳ್ಳಿ ಗ್ರಾಮದಲ್ಲಿ ಶ್ರೀ ಕ್ಷೇತ್ರ ಧರ್ಮಸ್ಥಳ ಗ್ರಾಮಾಭಿವೃದ್ಧಿ ಯೋಜನೆಯ ವತಿಯಿಂದ ನಮ್ಮೂರು ನಮ್ಮ ಕೆರೆ ಕಾರ್ಯಕ್ರಮದಡಿ ಕೆರೆ ಹೂಳೆತ್ತುವ ಕಾಮಗಾರಿಗೆ ಚಾಲನೆ ನೀಡಲಾಯಿತು. ಗ್ರಾಮ ಪಂಚಾಯಿತಿ ಸದಸ್ಯರು, ಯೋಜನೆಯ ಅಧಿಕಾರಿಗಳು ಹಾಗೂ ಗ್ರಾಮಸ್ಥರು ಪಾಲ್ಗೊಂಡಿದ್ದರು. ಕೆರೆಯ ಪುನಶ್ಚೇತನದಿಂದ ಅಂತರ್ಜಲ ಮಟ್ಟ ಹೆಚ್ಚಾಗಿ ಕೃಷಿಗೆ ಅನುಕೂಲವಾಗಲಿದೆ ಎಂದು ಗಣ್ಯರು ಅಭಿಪ್ರಾಯಪಟ್ಟರು. ಯೋಜನೆಗೆ ರೂ.2.80 ಲಕ್ಷ ಅನುದಾನ ನೀಡಲಾಗಿದೆ. (316, 770, 443, 833)
